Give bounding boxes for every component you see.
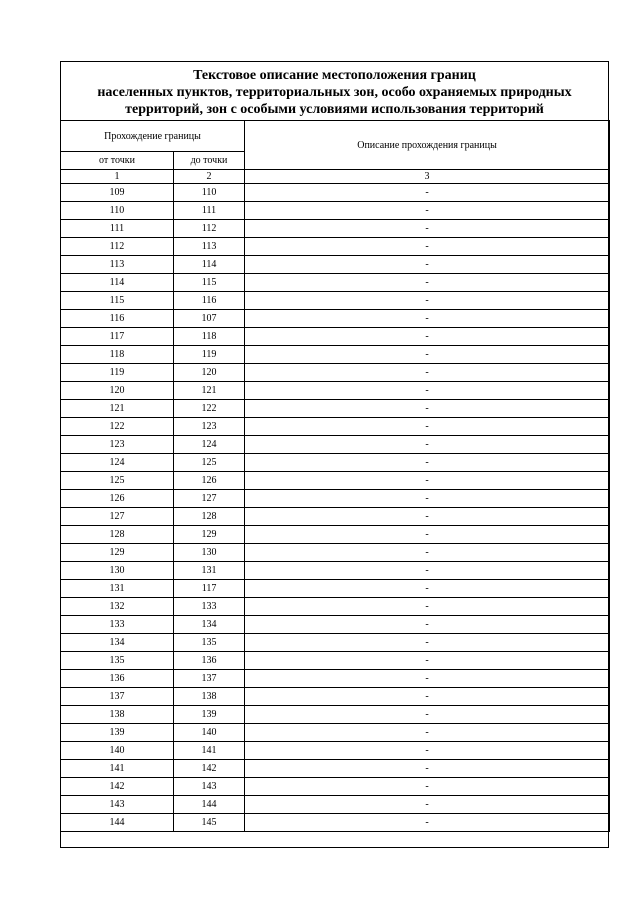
cell-description: - [245,274,610,292]
cell-from-point: 142 [61,778,174,796]
cell-from-point: 125 [61,472,174,490]
cell-from-point: 133 [61,616,174,634]
header-description: Описание прохождения границы [245,121,610,170]
cell-description: - [245,742,610,760]
table-row [61,238,610,256]
cell-to-point: 115 [174,274,245,292]
cell-description: - [245,418,610,436]
cell-to-point: 145 [174,814,245,832]
cell-from-point: 144 [61,814,174,832]
cell-from-point: 117 [61,328,174,346]
cell-from-point: 114 [61,274,174,292]
cell-from-point: 132 [61,598,174,616]
table-row [61,688,610,706]
document-frame [60,61,609,848]
table-row [61,508,610,526]
cell-description: - [245,634,610,652]
cell-from-point: 116 [61,310,174,328]
cell-to-point: 118 [174,328,245,346]
cell-to-point: 134 [174,616,245,634]
cell-to-point: 135 [174,634,245,652]
table-row [61,328,610,346]
cell-from-point: 143 [61,796,174,814]
cell-to-point: 130 [174,544,245,562]
cell-to-point: 128 [174,508,245,526]
cell-description: - [245,688,610,706]
cell-description: - [245,238,610,256]
cell-from-point: 119 [61,364,174,382]
cell-description: - [245,580,610,598]
table-row [61,760,610,778]
cell-description: - [245,364,610,382]
cell-to-point: 110 [174,184,245,202]
table-row [61,778,610,796]
cell-from-point: 122 [61,418,174,436]
cell-to-point: 125 [174,454,245,472]
cell-to-point: 123 [174,418,245,436]
cell-description: - [245,490,610,508]
table-row [61,598,610,616]
cell-from-point: 131 [61,580,174,598]
cell-description: - [245,598,610,616]
cell-from-point: 139 [61,724,174,742]
table-row [61,436,610,454]
cell-to-point: 133 [174,598,245,616]
cell-description: - [245,184,610,202]
cell-to-point: 122 [174,400,245,418]
cell-from-point: 115 [61,292,174,310]
table-row [61,544,610,562]
header-passage: Прохождение границы [61,121,245,152]
table-row [61,400,610,418]
cell-from-point: 124 [61,454,174,472]
table-row [61,490,610,508]
cell-description: - [245,328,610,346]
table-row [61,742,610,760]
cell-from-point: 135 [61,652,174,670]
cell-description: - [245,616,610,634]
cell-description: - [245,400,610,418]
cell-description: - [245,814,610,832]
cell-from-point: 129 [61,544,174,562]
cell-description: - [245,346,610,364]
cell-from-point: 110 [61,202,174,220]
title-line: населенных пунктов, территориальных зон, особо охраняемых природных [97,85,572,100]
cell-from-point: 123 [61,436,174,454]
cell-to-point: 138 [174,688,245,706]
cell-description: - [245,544,610,562]
table-row [61,724,610,742]
table-row [61,652,610,670]
cell-to-point: 113 [174,238,245,256]
cell-to-point: 141 [174,742,245,760]
table-row [61,382,610,400]
cell-to-point: 143 [174,778,245,796]
cell-from-point: 137 [61,688,174,706]
cell-description: - [245,778,610,796]
cell-description: - [245,454,610,472]
cell-description: - [245,220,610,238]
cell-to-point: 140 [174,724,245,742]
table-row [61,184,610,202]
cell-description: - [245,202,610,220]
cell-to-point: 127 [174,490,245,508]
cell-description: - [245,760,610,778]
cell-to-point: 120 [174,364,245,382]
cell-description: - [245,670,610,688]
cell-description: - [245,256,610,274]
table-row [61,418,610,436]
cell-description: - [245,706,610,724]
cell-from-point: 109 [61,184,174,202]
cell-description: - [245,472,610,490]
table-row [61,364,610,382]
cell-from-point: 118 [61,346,174,364]
table-row [61,580,610,598]
cell-to-point: 136 [174,652,245,670]
cell-from-point: 141 [61,760,174,778]
document-title [61,62,608,121]
cell-to-point: 121 [174,382,245,400]
cell-from-point: 128 [61,526,174,544]
cell-to-point: 129 [174,526,245,544]
boundary-table [60,120,610,832]
cell-to-point: 139 [174,706,245,724]
cell-from-point: 127 [61,508,174,526]
table-row [61,526,610,544]
cell-description: - [245,724,610,742]
table-row [61,616,610,634]
cell-from-point: 126 [61,490,174,508]
header-from-point: от точки [61,152,174,170]
table-row [61,796,610,814]
cell-description: - [245,310,610,328]
cell-from-point: 134 [61,634,174,652]
table-row [61,472,610,490]
table-row [61,634,610,652]
cell-description: - [245,652,610,670]
cell-from-point: 130 [61,562,174,580]
cell-to-point: 124 [174,436,245,454]
cell-description: - [245,796,610,814]
cell-description: - [245,292,610,310]
table-row [61,706,610,724]
table-row [61,310,610,328]
cell-from-point: 111 [61,220,174,238]
title-line: территорий, зон с особыми условиями использования территорий [125,102,544,117]
cell-to-point: 111 [174,202,245,220]
header-col-number: 3 [245,170,610,184]
cell-to-point: 112 [174,220,245,238]
cell-to-point: 107 [174,310,245,328]
cell-to-point: 142 [174,760,245,778]
table-row [61,346,610,364]
cell-description: - [245,508,610,526]
table-row [61,202,610,220]
table-row [61,562,610,580]
header-col-number: 2 [174,170,245,184]
cell-to-point: 144 [174,796,245,814]
cell-from-point: 120 [61,382,174,400]
cell-from-point: 113 [61,256,174,274]
table-row [61,256,610,274]
table-row [61,292,610,310]
table-row [61,814,610,832]
cell-from-point: 140 [61,742,174,760]
table-row [61,670,610,688]
cell-to-point: 131 [174,562,245,580]
cell-from-point: 136 [61,670,174,688]
cell-to-point: 119 [174,346,245,364]
table-row [61,220,610,238]
cell-to-point: 116 [174,292,245,310]
table-row [61,454,610,472]
cell-from-point: 112 [61,238,174,256]
cell-from-point: 121 [61,400,174,418]
table-row [61,274,610,292]
table-body [61,184,610,832]
cell-to-point: 126 [174,472,245,490]
cell-description: - [245,382,610,400]
cell-to-point: 137 [174,670,245,688]
title-line: Текстовое описание местоположения границ [193,68,476,83]
cell-to-point: 114 [174,256,245,274]
header-to-point: до точки [174,152,245,170]
cell-description: - [245,562,610,580]
cell-description: - [245,436,610,454]
cell-description: - [245,526,610,544]
cell-from-point: 138 [61,706,174,724]
cell-to-point: 117 [174,580,245,598]
header-col-number: 1 [61,170,174,184]
